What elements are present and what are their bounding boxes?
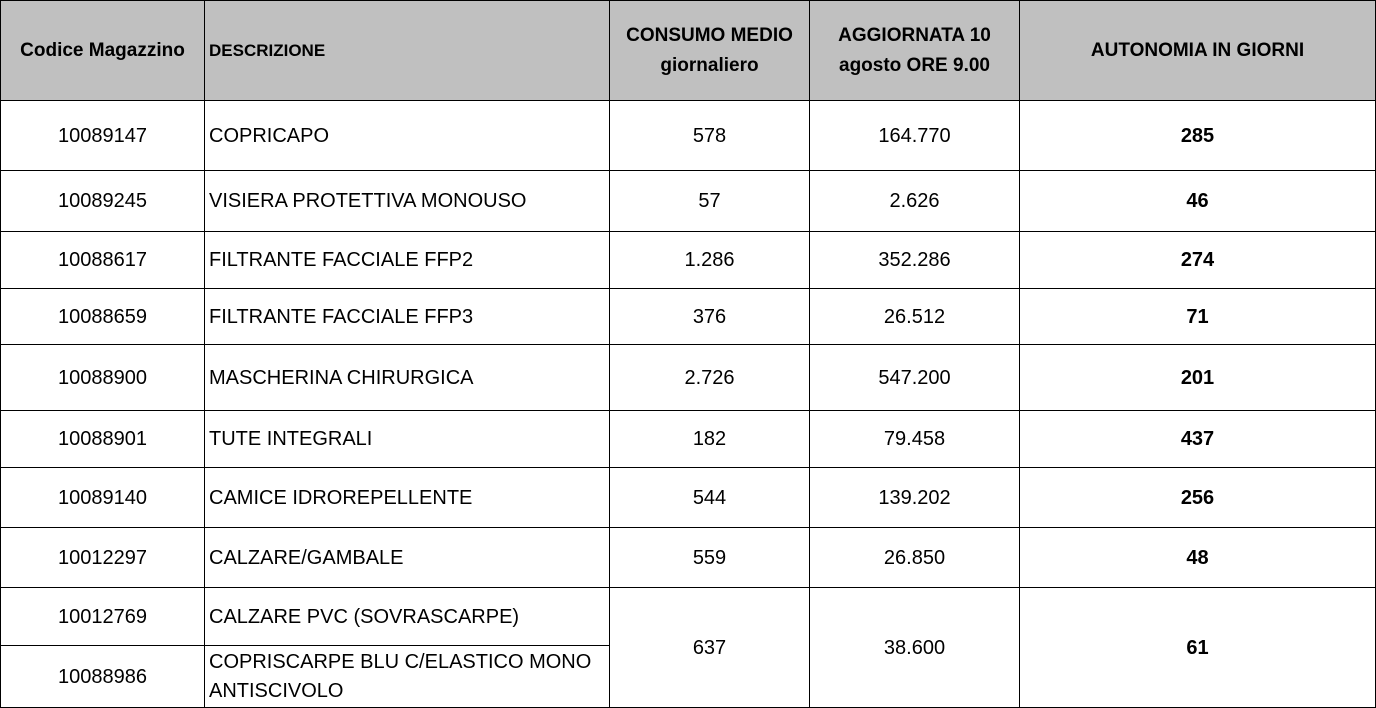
header-description: DESCRIZIONE [205,1,610,101]
row-code: 10012297 [1,528,205,588]
row-description [205,646,610,708]
header-autonomy: AUTONOMIA IN GIORNI [1020,1,1376,101]
row-updated: 547.200 [810,345,1020,411]
table-row [1,528,1376,588]
header-consumption [610,1,810,101]
row-consumption: 182 [610,411,810,468]
header-consumption-line1: CONSUMO MEDIO [626,24,793,46]
row-description-line1: COPRISCARPE BLU C/ELASTICO MONO [209,650,592,673]
row-code: 10088900 [1,345,205,411]
row-autonomy: 437 [1020,411,1376,468]
row-description: CAMICE IDROREPELLENTE [205,468,610,528]
row-updated: 139.202 [810,468,1020,528]
row-description: FILTRANTE FACCIALE FFP3 [205,289,610,345]
row-updated: 79.458 [810,411,1020,468]
row-updated: 2.626 [810,171,1020,232]
merged-updated: 38.600 [810,588,1020,708]
table-row [1,468,1376,528]
table-row [1,171,1376,232]
row-description: FILTRANTE FACCIALE FFP2 [205,232,610,289]
table-row [1,345,1376,411]
row-autonomy: 256 [1020,468,1376,528]
row-description: CALZARE PVC (SOVRASCARPE) [205,588,610,646]
header-updated-line2: agosto ORE 9.00 [839,54,990,76]
table-row [1,101,1376,171]
merged-autonomy: 61 [1020,588,1376,708]
row-consumption: 559 [610,528,810,588]
row-updated: 352.286 [810,232,1020,289]
row-autonomy: 201 [1020,345,1376,411]
row-autonomy: 274 [1020,232,1376,289]
row-updated: 164.770 [810,101,1020,171]
row-consumption: 1.286 [610,232,810,289]
header-updated [810,1,1020,101]
row-description: MASCHERINA CHIRURGICA [205,345,610,411]
header-row [1,1,1376,101]
row-code: 10089147 [1,101,205,171]
row-consumption: 544 [610,468,810,528]
row-description: COPRICAPO [205,101,610,171]
table-row [1,411,1376,468]
row-description: CALZARE/GAMBALE [205,528,610,588]
row-consumption: 376 [610,289,810,345]
row-code: 10012769 [1,588,205,646]
table-row [1,588,1376,646]
header-code: Codice Magazzino [1,1,205,101]
row-consumption: 578 [610,101,810,171]
row-autonomy: 71 [1020,289,1376,345]
row-code: 10088659 [1,289,205,345]
row-code: 10089140 [1,468,205,528]
row-code: 10088901 [1,411,205,468]
row-code: 10088617 [1,232,205,289]
header-updated-line1: AGGIORNATA 10 [838,24,991,46]
merged-consumption: 637 [610,588,810,708]
row-code: 10088986 [1,646,205,708]
row-autonomy: 285 [1020,101,1376,171]
row-autonomy: 48 [1020,528,1376,588]
header-consumption-line2: giornaliero [660,54,759,76]
row-consumption: 57 [610,171,810,232]
row-code: 10089245 [1,171,205,232]
row-consumption: 2.726 [610,345,810,411]
row-updated: 26.850 [810,528,1020,588]
table-row [1,289,1376,345]
row-description-line2: ANTISCIVOLO [209,679,344,702]
row-description: VISIERA PROTETTIVA MONOUSO [205,171,610,232]
row-description: TUTE INTEGRALI [205,411,610,468]
row-autonomy: 46 [1020,171,1376,232]
row-updated: 26.512 [810,289,1020,345]
table-row [1,232,1376,289]
